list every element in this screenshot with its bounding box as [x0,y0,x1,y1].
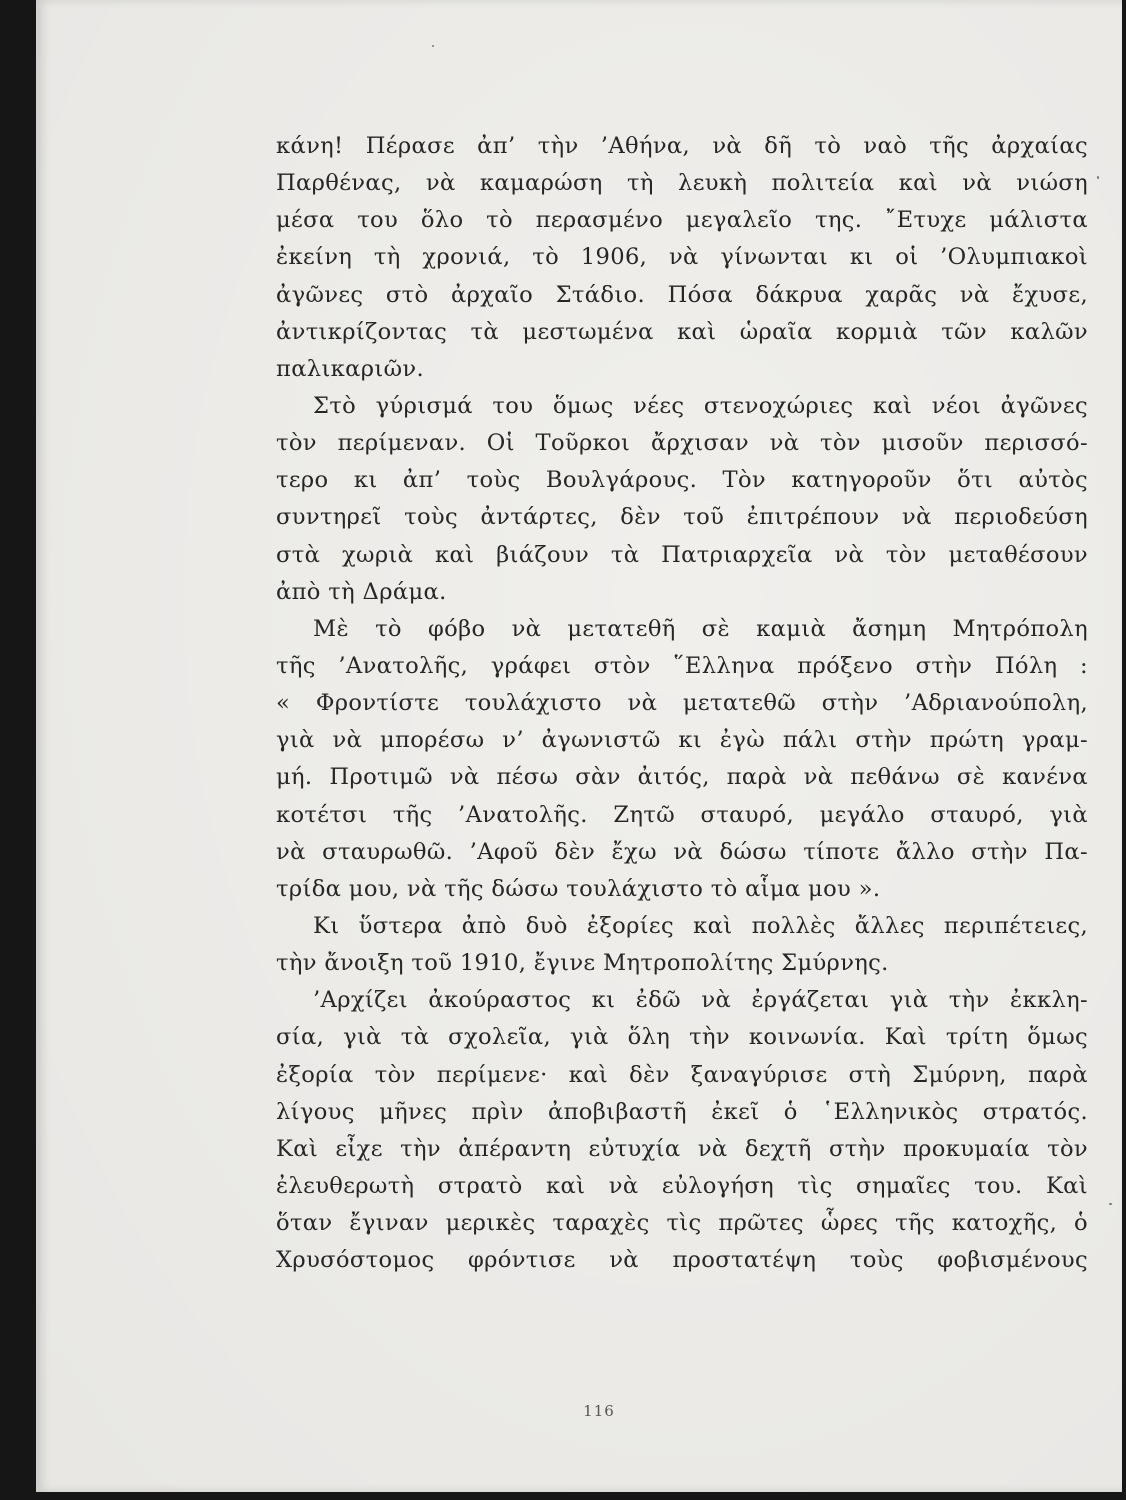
text-line: σία, γιὰ τὰ σχολεῖα, γιὰ ὅλη τὴν κοινωνία. Καὶ τρίτη ὅμως [276,1024,1088,1051]
text-line: γιὰ νὰ μπορέσω ν’ ἀγωνιστῶ κι ἐγὼ πάλι στὴν πρώτη γραμ- [276,727,1088,754]
text-line: ὅταν ἔγιναν μερικὲς ταραχὲς τὶς πρῶτες ὧρες τῆς κατοχῆς, ὁ [276,1210,1088,1237]
text-line: Καὶ εἶχε τὴν ἀπέραντη εὐτυχία νὰ δεχτῆ στὴν προκυμαία τὸν [276,1135,1088,1162]
text-line: ἀντικρίζοντας τὰ μεστωμένα καὶ ὡραῖα κορμιὰ τῶν καλῶν [276,318,1088,345]
text-line: τερο κι ἀπ’ τοὺς Βουλγάρους. Τὸν κατηγοροῦν ὅτι αὐτὸς [276,467,1088,494]
text-line: « Φροντίστε τουλάχιστο νὰ μετατεθῶ στὴν ’Αδριανούπολη, [276,690,1088,717]
text-line: νὰ σταυρωθῶ. ’Αφοῦ δὲν ἔχω νὰ δώσω τίποτε ἄλλο στὴν Πα- [276,838,1088,865]
text-line: ἀπὸ τὴ Δράμα. [276,578,447,605]
page-number: 116 [583,1402,615,1420]
text-line: τὸν περίμεναν. Οἱ Τοῦρκοι ἄρχισαν νὰ τὸν μισοῦν περισσό- [276,430,1088,457]
text-line: ἀγῶνες στὸ ἀρχαῖο Στάδιο. Πόσα δάκρυα χαρᾶς νὰ ἔχυσε, [276,281,1088,308]
text-line: στὰ χωριὰ καὶ βιάζουν τὰ Πατριαρχεῖα νὰ τὸν μεταθέσουν [276,541,1088,568]
dust-speck [432,45,434,47]
body-text [276,128,1088,1279]
book-page [36,0,1122,1492]
text-line: τρίδα μου, νὰ τῆς δώσω τουλάχιστο τὸ αἷμα μου ». [276,875,881,902]
text-line: λίγους μῆνες πρὶν ἀποβιβαστῆ ἐκεῖ ὁ ῾Ελληνικὸς στρατός. [276,1098,1088,1125]
text-line: Μὲ τὸ φόβο νὰ μετατεθῆ σὲ καμιὰ ἄσημη Μητρόπολη [313,615,1088,642]
text-line: μή. Προτιμῶ νὰ πέσω σὰν ἀιτός, παρὰ νὰ πεθάνω σὲ κανένα [276,764,1088,791]
text-line: μέσα του ὅλο τὸ περασμένο μεγαλεῖο της. ῎Ετυχε μάλιστα [276,207,1088,234]
dust-speck [1097,176,1099,179]
text-line: Χρυσόστομος φρόντισε νὰ προστατέψη τοὺς φοβισμένους [276,1247,1088,1274]
text-line: τῆς ’Ανατολῆς, γράφει στὸν ῞Ελληνα πρόξενο στὴν Πόλη : [276,652,1088,679]
text-line: συντηρεῖ τοὺς ἀντάρτες, δὲν τοῦ ἐπιτρέπουν νὰ περιοδεύση [276,504,1088,531]
text-line: κοτέτσι τῆς ’Ανατολῆς. Ζητῶ σταυρό, μεγάλο σταυρό, γιὰ [276,801,1088,828]
text-line: παλικαριῶν. [276,355,424,382]
text-line: ἐκείνη τὴ χρονιά, τὸ 1906, νὰ γίνωνται κι οἱ ’Ολυμπιακοὶ [276,244,1088,271]
text-line: Στὸ γύρισμά του ὅμως νέες στενοχώριες καὶ νέοι ἀγῶνες [313,392,1088,419]
text-line: τὴν ἄνοιξη τοῦ 1910, ἔγινε Μητροπολίτης Σμύρνης. [276,950,889,977]
text-line: ἐξορία τὸν περίμενε· καὶ δὲν ξαναγύρισε στὴ Σμύρνη, παρὰ [276,1061,1088,1088]
text-line: Κι ὕστερα ἀπὸ δυὸ ἐξορίες καὶ πολλὲς ἄλλες περιπέτειες, [313,912,1088,939]
text-line: ἐλευθερωτὴ στρατὸ καὶ νὰ εὐλογήση τὶς σημαῖες του. Καὶ [276,1172,1088,1199]
dust-speck [1109,1203,1112,1205]
text-line: Παρθένας, νὰ καμαρώση τὴ λευκὴ πολιτεία καὶ νὰ νιώση [276,170,1088,197]
text-line: ’Αρχίζει ἀκούραστος κι ἐδῶ νὰ ἐργάζεται γιὰ τὴν ἐκκλη- [313,987,1088,1014]
text-line: κάνη! Πέρασε ἀπ’ τὴν ’Αθήνα, νὰ δῆ τὸ ναὸ τῆς ἀρχαίας [276,133,1088,159]
